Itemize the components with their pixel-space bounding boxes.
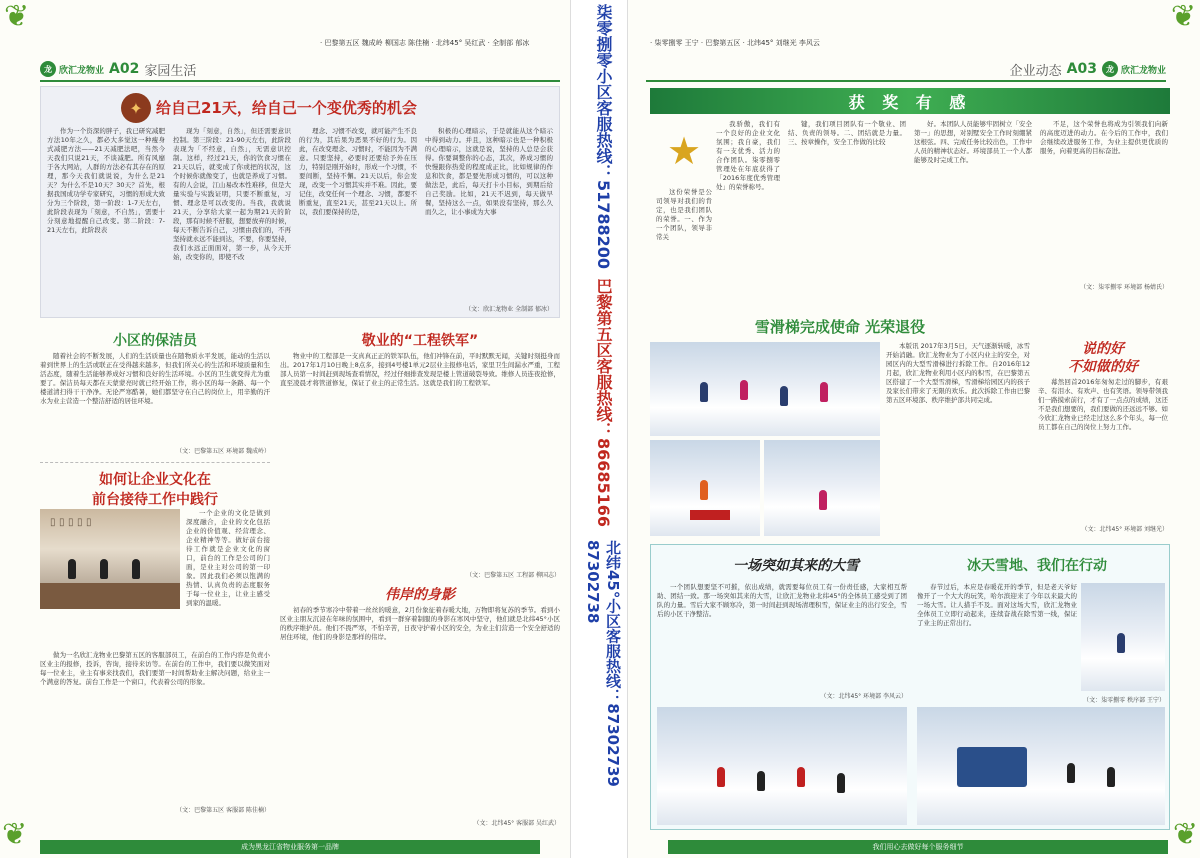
worker-figure	[797, 767, 805, 787]
feature-article	[40, 86, 560, 318]
child-figure	[700, 480, 708, 500]
snow-vehicle	[957, 747, 1027, 787]
snow-slide-photo	[650, 342, 880, 436]
say-credit: （文：北纬45° 环境部 刘继光）	[1081, 526, 1168, 533]
right-page	[628, 0, 1200, 858]
worker-figure	[740, 380, 748, 400]
cleaner-credit: （文：巴黎第五区 环境部 魏成岭）	[176, 448, 270, 455]
feature-col-2: 现为「刻意，自然」，但还需要意识控制。第三阶段：21-90天左右，此阶段表现为「不经意，自然」，无需意识控制。这样，经过21天，你的饮食习惯在21天以后，就变成了你或把的状况，这个时候你就像变了，也就是养成了习惯。有的人会说，江山易改本性难移，但是大量实验与实践证明，只要不断重复，习惯、理念是可以改变的。当我，我就说21天，分享给大家一起为期21天的阶段，那有时候不舒服，想要放弃的时候，每天不断告诉自己，习惯由我们的，不再坚持就永远不能到达，不要，你要坚持，我们永远正面面对，第一步，从今天开始，改变你的，即使不改	[173, 127, 291, 261]
award-col-4: 不足，这个荣誉也将成为引领我们向新的高度迈进的动力。在今后的工作中，我们会继续改进服务工作，为业主提供更优质的服务，向着更高的目标奋进。	[1040, 120, 1168, 155]
feature-col-4: 积极的心理暗示，于是就能从这个暗示中得到动力。并且，这种暗示也是一种积极的心理暗示，这就是说，坚持的人总是会获得。你要调整你的心态，其次，养成习惯的快慢跟你热爱的程度成正比，比如规律的作息和饮食，都是要先形成习惯的，可以这种做法是，此后，每天打卡小目标，到期后给自己奖励。比如，21天不迟到，每天做早餐，坚持这么一点，如果没有坚持，那么久而久之，让小事成为大事	[425, 127, 553, 216]
lobby-sign: ▯ ▯ ▯ ▯ ▯	[50, 517, 92, 528]
cleaner-body: 随着社会的不断发展，人们的生活质量也在随物质水平发展，能动的生活以着到世界上的生活或联正在受得越来越多，但我们所关心的生活和环境质量和生活态度，随着生活能够养成好习惯和良好的生活环境。小区的卫生就变得尤为重要了。保洁员每天都在天蒙蒙亮时就已经开始工作，将小区的每一条路、每一个楼道清扫得干干净净。无论严寒酷暑，她们都坚守在自己的岗位上，用辛勤的汗水为业主营造一个整洁舒适的居住环境。	[40, 352, 270, 405]
worker-figure	[780, 386, 788, 406]
award-col-1: 这份荣誉是公司领导对我们的肯定，也是我们团队的荣誉。一、作为一个团队，领导非常关	[656, 188, 712, 241]
company-logo: 龙 欣汇龙物业	[40, 61, 104, 77]
logo-mark-icon: 龙	[40, 61, 56, 77]
worker-figure	[1067, 763, 1075, 783]
logo-mark-icon: 龙	[1102, 61, 1118, 77]
snow-clearing-photo	[657, 707, 907, 825]
say-body: 幕然回首2016年匆匆走过的脚步，有艰辛、有泪水、有欢声、也有笑语。领导带领我们一路摸索前行，才有了一点点的成绩，这还不是我们想要的，我们要做的还远远不够。如今欣汇龙物业已经走过这么多个年头，每一位员工都在自己的岗位上努力工作。	[1038, 378, 1168, 431]
hotline-qilingbaling: 柒零捌零小区客服热线：51788200	[594, 4, 613, 270]
culture-article	[40, 462, 270, 822]
snow-action-photo	[1081, 583, 1165, 691]
shadow-credit: （文：北纬45° 客服部 吴红武）	[473, 820, 560, 827]
worker-figure	[1107, 767, 1115, 787]
vine-decoration-icon: ❦	[1170, 0, 1196, 34]
award-col-2: 键，我们项目团队有一个敬业、团结、负责的领导。二、团结就是力量。三、按章操作，安全工作做的比较	[788, 120, 906, 146]
cleaner-title: 小区的保洁员	[113, 333, 197, 349]
culture-credit: （文：巴黎第五区 客服部 陈佳楠）	[176, 807, 270, 814]
award-col-3: 好。本团队人员能够牢固树立「安全第一」的思想，对别墅安全工作时刻绷紧这根弦。四、完成任务比较出色，工作中人员的精神状态好。环境部员工一个人都能够及时完成工作。	[914, 120, 1032, 164]
staff-figure	[68, 559, 76, 579]
worker-figure	[837, 773, 845, 793]
hotline-beiwei: 北纬45°小区客服热线：87302739 87302738	[584, 540, 622, 787]
blizzard-body: 一个团队想要坚不可摧，依出成绩，就需要每位员工有一份责任感，大家相互帮助、团结一致。那一场突如其来的大雪，让欣汇龙物业北纬45°的全体员工感受到了团队的力量。雪后大家不顾寒冷，第一时间赶到现场清理积雪，保证业主的出行安全，雪后的小区干净整洁。	[657, 583, 907, 618]
page-number: A02	[109, 61, 140, 77]
staff-figure	[100, 559, 108, 579]
iron-title: 敬业的“工程铁军”	[361, 333, 479, 349]
section-title: 家园生活	[144, 63, 197, 79]
staff-strip: · 巴黎第五区 魏成岭 柳国志 陈佳楠 · 北纬45° 吴红武 · 全制部 郁冰	[320, 39, 530, 47]
culture-side: 一个企业的文化是做到深度融合，企业的文化包括企业的价值观、经营理念、企业精神等等。做好前台接待工作就是企业文化的窗口，前台的工作是公司的门面，是业主对公司的第一印象。因此我们必须以饱满的热情、认真负责的态度服务于每一位业主，让业主感受到家的温暖。	[186, 509, 270, 607]
say-title-1: 说的好	[1082, 341, 1124, 357]
slide-title: 雪滑梯完成使命 光荣退役	[754, 318, 926, 336]
page-number: A03	[1066, 61, 1097, 77]
page-header	[646, 58, 1166, 82]
section-title: 企业动态	[1009, 63, 1062, 79]
feature-col-1: 作为一个资深的胖子，我已研究减肥方法10年之久，都必大多觉这一种瘦身式减肥方法——21天减肥法吧，当然今天我们只说21天，不谈减肥。所有风靡于各大网站，人群的方法必有其存在的原理，那今天我们就说说，为什么是21天？为什么不是10天？30天？首先，根据我国成功学专家研究，习惯的形成大致分为三个阶段，第一阶段：1-7天左右，此阶段表现为「刻意，不自然」，需要十分刻意地提醒自己改变。第二阶段：7-21天左右，此阶段表	[47, 127, 165, 234]
right-footer: 我们用心去做好每个服务细节	[668, 840, 1168, 854]
trophy-icon: ★	[666, 129, 702, 173]
feature-credit: （文：欣汇龙物业 全制部 郁冰）	[465, 306, 553, 313]
hotline-spine	[570, 0, 628, 858]
worker-figure	[717, 767, 725, 787]
snow-action-photo	[917, 707, 1165, 825]
iron-body: 物业中的工程部是一支真真正正的铁军队伍，他们冲锋在前，平时默默无闻，关键时刻挺身而出。2017年1月10日晚上8点多，接到4号楼1单元2层业主报修电话，家里卫生间漏水严重，工程部人员第一时间赶到现场查看情况，经过仔细排查发现是楼上管道破裂导致。维修人员连夜抢修，直至凌晨才将管道修复，保证了业主的正常生活。这就是我们的工程铁军。	[280, 352, 560, 387]
blizzard-credit: （文：北纬45° 环境部 李风云）	[820, 693, 907, 700]
left-footer: 成为黑龙江省物业服务第一品牌	[40, 840, 540, 854]
left-page	[0, 0, 570, 858]
feature-col-3: 理念、习惯不改变，就可能产生不良的行为，其后果为恶果不好的行为。因此，在改变理念、习惯时，不能因为不满意。只要坚持，必要时还要给予外在压力，特别是刚开始时，形成一个习惯，不要间断，坚持不懈。21天以后，你会发现，改变一个习惯其实并不难。因此，要记住，改变任何一个理念、习惯，都要不断重复，直至21天，甚至21天以上。所以，我们要保持的是，	[299, 127, 417, 216]
action-title: 冰天雪地、我们在行动	[967, 558, 1107, 574]
snow-news-box	[650, 544, 1170, 830]
reception-counter	[40, 583, 180, 609]
worker-figure	[1117, 633, 1125, 653]
slide-body: 本版讯 2017年3月5日，天气逐渐转暖，冰雪开始消融。欣汇龙物业为了小区内业主的安全，对园区内的大型雪滑梯进行拆除工作。自2016年12月起，欣汇龙物业利用小区内的积雪，在巴黎第五区搭建了一个大型雪滑梯，雪滑梯给园区内的孩子及家长们带来了无限的欢乐。此次拆除工作由巴黎第五区环境部、秩序维护部共同完成。	[886, 342, 1030, 404]
vine-decoration-icon: ❦	[1172, 817, 1198, 852]
award-credit: （文：柒零捌零 环境部 杨婧氏）	[1080, 284, 1168, 291]
blizzard-title: 一场突如其来的大雪	[733, 558, 859, 574]
front-desk-photo	[40, 509, 180, 609]
worker-figure	[820, 382, 828, 402]
award-banner	[650, 88, 1170, 114]
company-logo: 龙 欣汇龙物业	[1102, 61, 1166, 77]
say-title-2: 不如做的好	[1068, 359, 1138, 375]
staff-strip: · 柒零捌零 王宁 · 巴黎第五区 · 北纬45° 刘继光 李风云	[650, 39, 820, 47]
feature-title: 给自己21天，给自己一个变优秀的机会	[156, 99, 417, 117]
hotline-bali: 巴黎第五区客服热线：86685166	[594, 278, 613, 528]
iron-credit: （文：巴黎第五区 工程部 柳国志）	[466, 572, 560, 579]
worker-figure	[700, 382, 708, 402]
snow-slide-photo	[764, 440, 880, 536]
sled	[690, 510, 730, 520]
culture-body: 做为一名欣汇龙物业巴黎第五区的客服部员工，在前台的工作内容是负责小区业主的报修，投诉，咨询，接待来访等。在前台的工作中，我们要以微笑面对每一位业主，业主有事来找我们，我们要第一时间帮助业主解决问题，给业主一个满意的答复。前台工作是一个窗口，代表着公司的形象。	[40, 651, 270, 686]
child-figure	[819, 490, 827, 510]
worker-figure	[757, 771, 765, 791]
culture-title-1: 如何让企业文化在	[99, 472, 211, 488]
action-credit: （文：柒零捌零 秩序部 王宁）	[1083, 697, 1165, 704]
award-intro: 我骄傲，我们有一个良好的企业文化氛围；我自豪，我们有一支优秀、活力的合作团队。柒零捌零管理处在年底获得了「2016年度优秀管理处」的荣誉称号。	[716, 120, 780, 191]
staff-figure	[132, 559, 140, 579]
vine-decoration-icon: ❦	[4, 0, 30, 34]
vine-decoration-icon: ❦	[2, 817, 28, 852]
page-header	[40, 58, 560, 82]
shadow-body: 初春的季节寒冷中带着一丝丝的暖意，2月份象征着春暖大地，万物即将复苏的季节。看到小区业主朋友沉浸在年味的氛围中，看到一群穿着制服的身影在寒风中坚守，他们就是北纬45°小区的秩序维护员。他们不畏严寒，不怕辛苦，日夜守护着小区的安全，为业主们营造一个安全舒适的居住环境，他们的身影是那样的伟岸。	[280, 606, 560, 641]
award-title: 获 奖 有 感	[848, 92, 972, 112]
snow-slide-photo	[650, 440, 760, 536]
action-body: 春节过后，本应是春暖花开的季节，但是老天爷好像开了一个大大的玩笑，哈尔滨迎来了今年以来最大的一场大雪。让人措手不及。面对这场大雪，欣汇龙物业全体员工立即行动起来，连续奋战在除雪第一线，保证了业主的正常出行。	[917, 583, 1077, 627]
culture-title-2: 前台接待工作中践行	[92, 492, 218, 508]
emblem-icon: ✦	[121, 93, 151, 123]
shadow-title: 伟岸的身影	[385, 587, 455, 603]
